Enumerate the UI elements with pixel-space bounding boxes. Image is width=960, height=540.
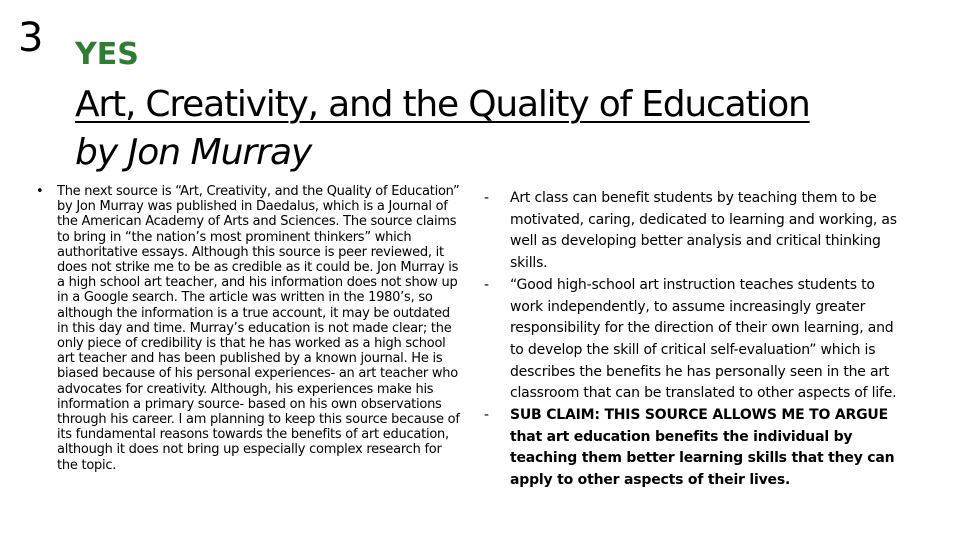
source-analysis-text: The next source is “Art, Creativity, and the Quality of Education” by Jon Murray was published in Daedalus, which is a Journal of the American Academy of Arts and Sciences. The source claims to bring in “the nation’s most prominent thinkers” which authoritative essays. Although this source is peer reviewed, it does not strike me to be as credible as it could be. Jon Murray is a high school art teacher, and his information does not show up in a Google search. The article was written in the 1980’s, so although the information is a true account, it may be outdated in this day and time. Murray’s education is not made clear; the only piece of credibility is that he has worked as a high school art teacher and has been published by a known journal. He is biased because of his personal experiences- an art teacher who advocates for creativity. Although, his experiences make his information a primary source- based on his own observations through his career. I am planning to keep this source because of its fundamental reasons towards the benefits of art education, although it does not bring up especially complex research for the topic.	[57, 184, 460, 473]
sub-claim-text: SUB CLAIM: THIS SOURCE ALLOWS ME TO ARGUE that art education benefits the individual by teaching them better learning skills that they can apply to other aspects of their lives.	[510, 407, 895, 489]
slide-number: 3	[18, 15, 44, 61]
bullet-marker: •	[36, 184, 44, 199]
sub-claim	[484, 405, 908, 492]
key-point	[484, 275, 908, 405]
source-analysis	[36, 184, 460, 473]
source-title: Art, Creativity, and the Quality of Education	[75, 84, 810, 125]
key-point-text: Art class can benefit students by teaching them to be motivated, caring, dedicated to learning and working, as well as developing better analysis and critical thinking skills.	[510, 190, 897, 272]
key-point-text: “Good high-school art instruction teaches students to work independently, to assume increasingly greater responsibility for the direction of their own learning, and to develop the skill of critical self-evaluation” which is describes the benefits he has personally seen in the art classroom that can be translated to other aspects of life.	[510, 276, 897, 402]
key-point	[484, 188, 908, 275]
dash-marker: -	[484, 407, 489, 424]
dash-marker: -	[484, 276, 489, 293]
dash-marker: -	[484, 190, 489, 206]
key-points	[484, 188, 908, 492]
verdict-label: YES	[75, 37, 139, 72]
author-line: by Jon Murray	[75, 132, 312, 173]
